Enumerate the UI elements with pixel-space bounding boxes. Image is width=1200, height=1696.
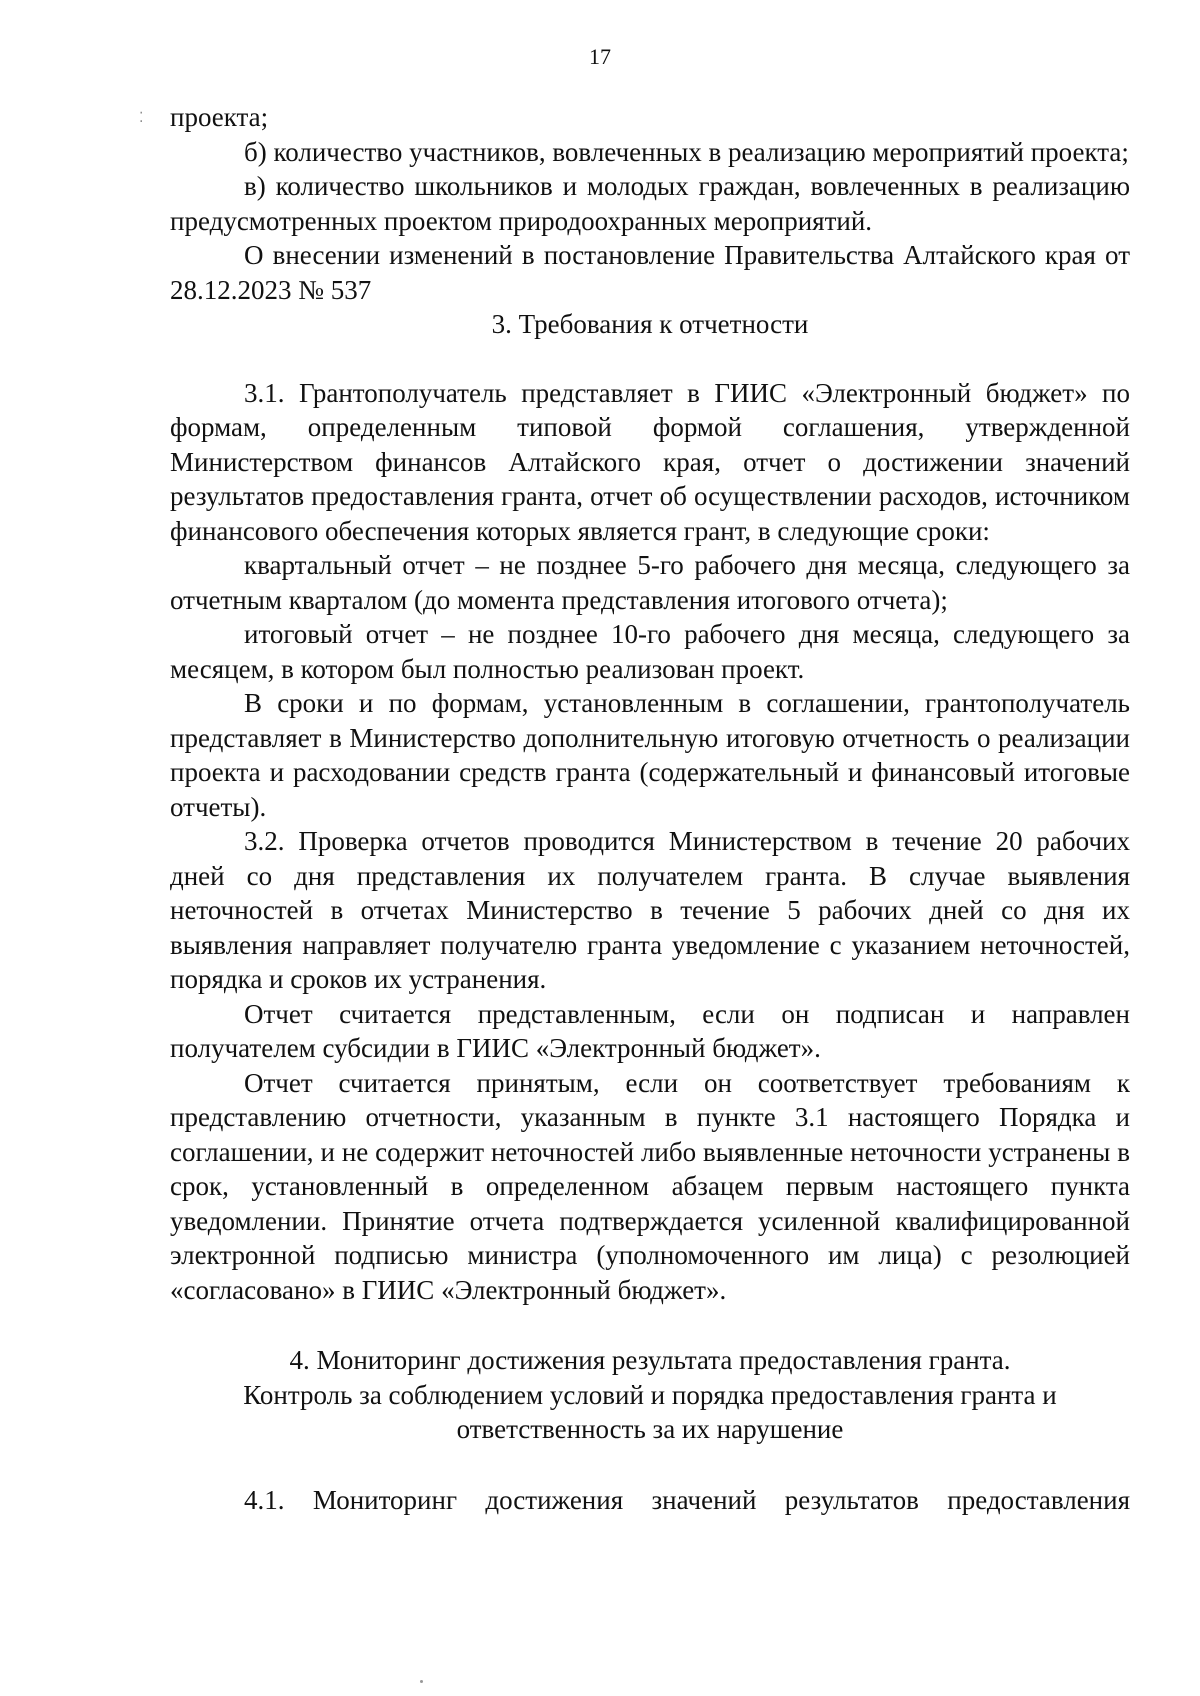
- section-4-heading-line: ответственность за их нарушение: [456, 1414, 844, 1444]
- section-4-heading-line: 4. Мониторинг достижения результата предоставления гранта.: [289, 1345, 1011, 1375]
- quarterly-report-term: квартальный отчет – не позднее 5-го рабочего дня месяца, следующего за отчетным кварталом (до момента представления итогового отчета);: [170, 550, 1130, 615]
- scan-mark: ⁚: [139, 111, 144, 126]
- amendment-note: О внесении изменений в постановление Правительства Алтайского края от 28.12.2023 № 537: [170, 240, 1130, 305]
- report-submitted-rule: Отчет считается представленным, если он подписан и направлен получателем субсидии в ГИИС «Электронный бюджет».: [170, 998, 1130, 1063]
- final-report-term: итоговый отчет – не позднее 10-го рабочего дня месяца, следующего за месяцем, в котором был полностью реализован проект.: [170, 619, 1130, 684]
- paragraph-continuation: проекта;: [170, 102, 269, 132]
- clause-4-1: 4.1. Мониторинг достижения значений результатов предоставления: [244, 1484, 1130, 1515]
- clause-3-2: 3.2. Проверка отчетов проводится Министерством в течение 20 рабочих дней со дня представления их получателем гранта. В случае выявления неточностей в отчетах Министерство в течение 5 рабочих дней со дня их выявления направляет получателю гранта уведомление с указанием неточностей, порядка и сроков их устранения.: [170, 826, 1130, 994]
- section-4-heading: [170, 1343, 1130, 1447]
- additional-reporting: В сроки и по формам, установленным в соглашении, грантополучатель представляет в Министерство дополнительную итоговую отчетность о реализации проекта и расходовании средств гранта (содержательный и финансовый итоговые отчеты).: [170, 688, 1130, 822]
- page-number: 17: [589, 44, 611, 69]
- scan-dot: [420, 1680, 423, 1683]
- section-4-heading-line: Контроль за соблюдением условий и порядка предоставления гранта и: [243, 1379, 1057, 1410]
- report-accepted-rule: Отчет считается принятым, если он соответствует требованиям к представлению отчетности, указанным в пункте 3.1 настоящего Порядка и соглашении, и не содержит неточностей либо выявленные неточности устранены в срок, установленный в определенном абзацем первым настоящего пункта уведомлении. Принятие отчета подтверждается усиленной квалифицированной электронной подписью министра (уполномоченного им лица) с резолюцией «согласовано» в ГИИС «Электронный бюджет».: [170, 1067, 1130, 1305]
- list-item-v: в) количество школьников и молодых граждан, вовлеченных в реализацию предусмотренных проектом природоохранных мероприятий.: [170, 171, 1130, 236]
- clause-3-1: 3.1. Грантополучатель представляет в ГИИС «Электронный бюджет» по формам, определенным типовой формой соглашения, утвержденной Министерством финансов Алтайского края, отчет о достижении значений результатов предоставления гранта, отчет об осуществлении расходов, источником финансового обеспечения которых является грант, в следующие сроки:: [170, 377, 1130, 546]
- section-3-heading: 3. Требования к отчетности: [491, 309, 809, 339]
- list-item-b: б) количество участников, вовлеченных в реализацию мероприятий проекта;: [244, 136, 1129, 167]
- document-body: [170, 100, 1130, 1517]
